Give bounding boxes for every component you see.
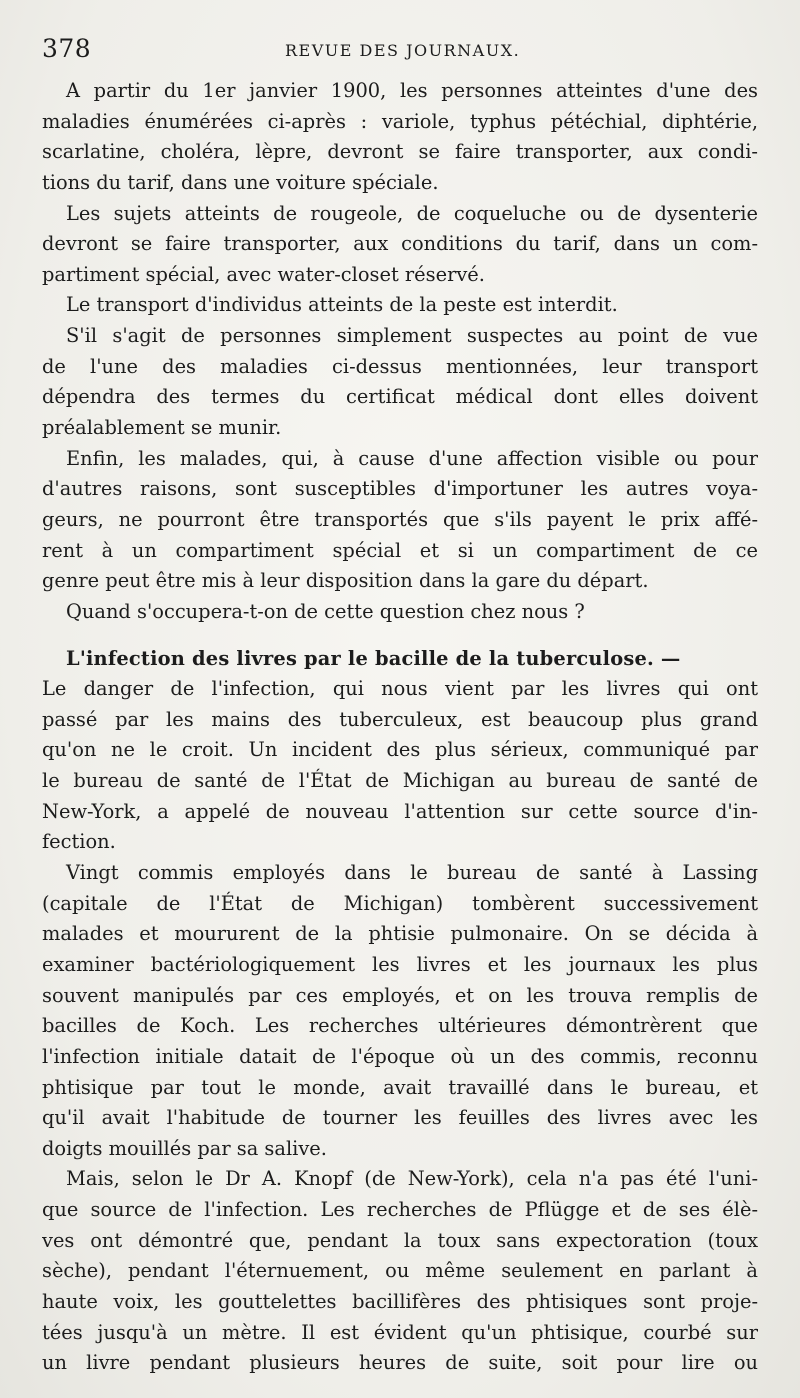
text-line: phtisique par tout le monde, avait travaillé dans le bureau, et <box>42 1075 758 1099</box>
text-line: Quand s'occupera-t-on de cette question chez nous ? <box>66 599 585 623</box>
text-line: Le danger de l'infection, qui nous vient par les livres qui ont <box>42 677 758 701</box>
section-title: L'infection des livres par le bacille de la tuberculose. — <box>66 646 681 670</box>
text-line: tées jusqu'à un mètre. Il est évident qu'un phtisique, courbé sur <box>42 1320 758 1344</box>
paragraph <box>42 444 758 597</box>
text-line: tions du tarif, dans une voiture spéciale. <box>42 170 439 194</box>
paragraph <box>42 321 758 444</box>
text-line: qu'il avait l'habitude de tourner les feuilles des livres avec les <box>42 1106 758 1130</box>
text-line: devront se faire transporter, aux conditions du tarif, dans un com- <box>42 232 758 256</box>
text-line: ves ont démontré que, pendant la toux sans expectoration (toux <box>42 1228 758 1252</box>
page-header <box>42 34 758 66</box>
text-line: Vingt commis employés dans le bureau de santé à Lassing <box>66 861 758 885</box>
text-line: qu'on ne le croit. Un incident des plus sérieux, communiqué par <box>42 738 758 762</box>
text-line: le bureau de santé de l'État de Michigan au bureau de santé de <box>42 769 758 793</box>
text-line: dépendra des termes du certificat médical dont elles doivent <box>42 385 758 409</box>
paragraph <box>42 290 758 321</box>
text-line: souvent manipulés par ces employés, et on les trouva remplis de <box>42 983 758 1007</box>
text-line: un livre pendant plusieurs heures de suite, soit pour lire ou <box>42 1351 758 1375</box>
text-line: haute voix, les gouttelettes bacillifères des phtisiques sont proje- <box>42 1289 758 1313</box>
paragraph <box>42 76 758 199</box>
text-line: préalablement se munir. <box>42 416 282 440</box>
page-number: 378 <box>42 34 92 63</box>
text-line: A partir du 1er janvier 1900, les personnes atteintes d'une des <box>66 79 758 102</box>
text-line: S'il s'agit de personnes simplement suspectes au point de vue <box>66 324 758 348</box>
text-line: examiner bactériologiquement les livres et les journaux les plus <box>42 952 758 976</box>
paragraph <box>42 597 758 628</box>
text-line: malades et moururent de la phtisie pulmonaire. On se décida à <box>42 922 758 946</box>
paragraph <box>42 1164 758 1378</box>
text-line: geurs, ne pourront être transportés que s'ils payent le prix affé- <box>42 507 758 531</box>
text-line: que source de l'infection. Les recherches de Pflügge et de ses élè- <box>42 1198 758 1222</box>
text-line: d'autres raisons, sont susceptibles d'importuner les autres voya- <box>42 477 758 501</box>
section <box>42 644 758 675</box>
text-line: fection. <box>42 830 116 854</box>
text-line: (capitale de l'État de Michigan) tombèrent successivement <box>42 891 758 915</box>
text-line: l'infection initiale datait de l'époque où un des commis, reconnu <box>42 1044 758 1068</box>
text-line: bacilles de Koch. Les recherches ultérieures démontrèrent que <box>42 1014 758 1038</box>
text-line: rent à un compartiment spécial et si un compartiment de ce <box>42 538 758 562</box>
paragraph <box>42 199 758 291</box>
text-line: sèche), pendant l'éternuement, ou même seulement en parlant à <box>42 1259 758 1283</box>
text-line: scarlatine, choléra, lèpre, devront se faire transporter, aux condi- <box>42 140 758 164</box>
text-line: Mais, selon le Dr A. Knopf (de New-York), cela n'a pas été l'uni- <box>66 1167 758 1191</box>
paragraph <box>42 674 758 858</box>
section-gap <box>42 628 758 644</box>
text-line: Les sujets atteints de rougeole, de coqueluche ou de dysenterie <box>66 201 758 225</box>
text-line: Le transport d'individus atteints de la peste est interdit. <box>66 293 618 317</box>
text-line: partiment spécial, avec water-closet réservé. <box>42 262 485 286</box>
text-line: New-York, a appelé de nouveau l'attention sur cette source d'in- <box>42 799 758 823</box>
page-body <box>42 76 758 1379</box>
text-line: de l'une des maladies ci-dessus mentionnées, leur transport <box>42 354 758 378</box>
text-line: Enfin, les malades, qui, à cause d'une affection visible ou pour <box>66 446 758 470</box>
text-line: maladies énumérées ci-après : variole, typhus pétéchial, diphtérie, <box>42 109 758 133</box>
text-line: passé par les mains des tuberculeux, est beaucoup plus grand <box>42 707 758 731</box>
text-line: genre peut être mis à leur disposition dans la gare du départ. <box>42 569 649 593</box>
paragraph <box>42 858 758 1164</box>
text-line: doigts mouillés par sa salive. <box>42 1136 327 1160</box>
running-head: REVUE DES JOURNAUX. <box>285 41 521 60</box>
